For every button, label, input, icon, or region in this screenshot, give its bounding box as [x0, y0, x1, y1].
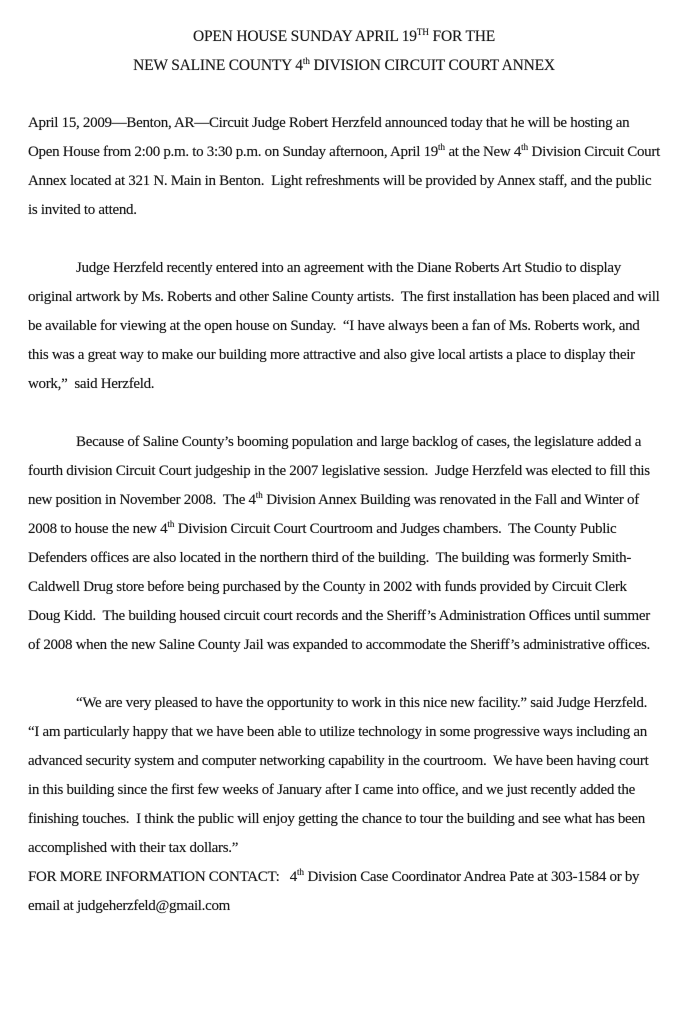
document-title-line-2: NEW SALINE COUNTY 4th DIVISION CIRCUIT COURT ANNEX: [133, 56, 555, 74]
paragraph-artwork: Judge Herzfeld recently entered into an agreement with the Diane Roberts Art Studio to display original artwork by Ms. Roberts and other Saline County artists. The first installation has been placed and will be available for viewing at the open house on Sunday. “I have always been a fan of Ms. Roberts work, and this was a great way to make our building more attractive and also give local artists a place to display their work,” said Herzfeld.: [28, 260, 663, 392]
paragraph-quote: “We are very pleased to have the opportunity to work in this nice new facility.” said Judge Herzfeld. “I am particularly happy that we have been able to utilize technology in some progressive ways including an advanced security system and computer networking capability in the courtroom. We have been having court in this building since the first few weeks of January after I came into office, and we just recently added the finishing touches. I think the public will enjoy getting the chance to tour the building and see what has been accomplished with their tax dollars.”: [28, 695, 654, 856]
document-title: [28, 22, 660, 80]
ordinal-superscript: th: [255, 490, 263, 500]
paragraph-announcement: April 15, 2009—Benton, AR—Circuit Judge Robert Herzfeld announced today that he will be hosting an Open House from 2:00 p.m. to 3:30 p.m. on Sunday afternoon, April 19th at the New 4th Division Circuit Court Annex located at 321 N. Main in Benton. Light refreshments will be provided by Annex staff, and the public is invited to attend.: [28, 115, 663, 218]
ordinal-superscript: th: [521, 142, 529, 152]
ordinal-superscript: th: [167, 519, 175, 529]
paragraph-history: Because of Saline County’s booming population and large backlog of cases, the legislature added a fourth division Circuit Court judgeship in the 2007 legislative session. Judge Herzfeld was elected to fill this new position in November 2008. The 4th Division Annex Building was renovated in the Fall and Winter of 2008 to house the new 4th Division Circuit Court Courtroom and Judges chambers. The County Public Defenders offices are also located in the northern third of the building. The building was formerly Smith-Caldwell Drug store before being purchased by the County in 2002 with funds provided by Circuit Clerk Doug Kidd. The building housed circuit court records and the Sheriff’s Administration Offices until summer of 2008 when the new Saline County Jail was expanded to accommodate the Sheriff’s administrative offices.: [28, 434, 654, 653]
ordinal-superscript: th: [437, 142, 445, 152]
ordinal-superscript: th: [302, 56, 310, 66]
paragraph-contact: FOR MORE INFORMATION CONTACT: 4th Division Case Coordinator Andrea Pate at 303-1584 or by email at judgeherzfeld@gmail.com: [28, 867, 643, 914]
ordinal-superscript: th: [297, 867, 305, 877]
document-title-line-1: OPEN HOUSE SUNDAY APRIL 19TH FOR THE: [192, 27, 496, 45]
ordinal-superscript: TH: [416, 27, 429, 37]
